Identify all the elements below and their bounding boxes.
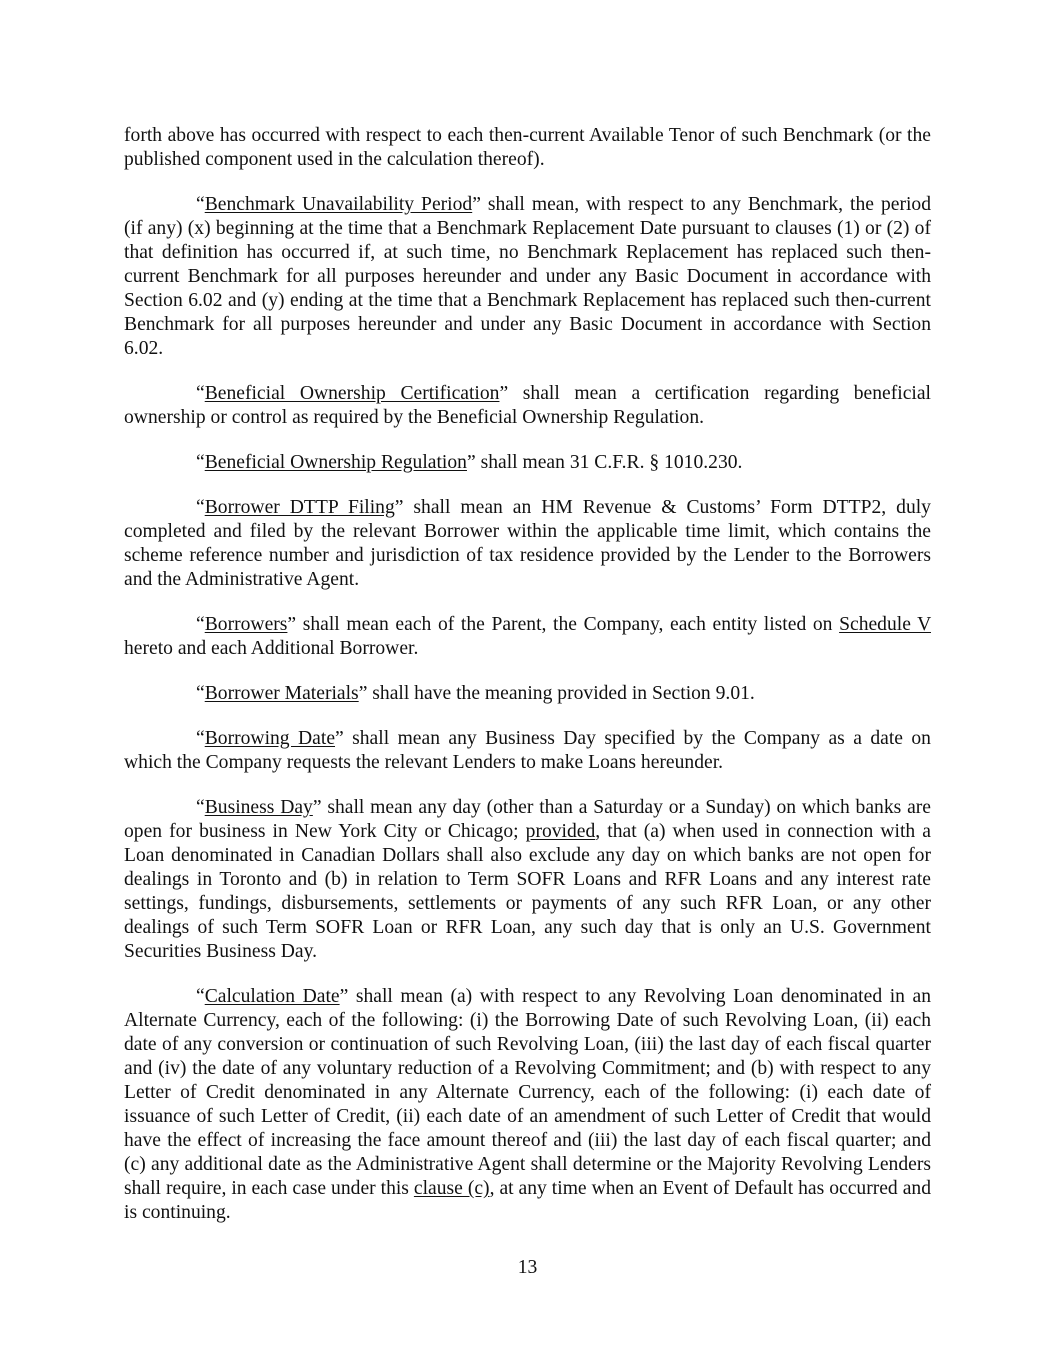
definition-borrowers <box>124 613 931 661</box>
defined-term: Borrowing Date <box>204 728 336 749</box>
definition-business-day <box>124 796 931 964</box>
text-run: , that (a) when used in connection with a Loan denominated in Canadian Dollars shall also exclude any day on which banks are not open for dealings in Toronto and (b) in relation to Term SOFR Loans and RFR Loans and any interest rate settings, fundings, disbursements, settlements or payments of any such RFR Loan, or any other dealings of such Term SOFR Loan or RFR Loan, any such day that is only an U.S. Government Securities Business Day. <box>124 821 931 962</box>
definition-calculation-date <box>124 985 931 1225</box>
text-run: ” shall mean any day (other than a Saturday or a Sunday) on which banks are open for business in New York City or Chicago; <box>124 797 931 842</box>
text-run: ” shall have the meaning provided in Section 9.01. <box>358 683 755 704</box>
defined-term: Beneficial Ownership Certification <box>204 383 500 404</box>
paragraph-continuation <box>124 124 931 172</box>
definition-beneficial-ownership-certification <box>124 382 931 430</box>
text-run: “ <box>196 986 205 1007</box>
text-run: hereto and each Additional Borrower. <box>124 638 419 659</box>
definition-borrowing-date <box>124 727 931 775</box>
definition-borrower-materials <box>124 682 931 706</box>
text-run: “ <box>196 797 205 818</box>
text-run: ” shall mean 31 C.F.R. § 1010.230. <box>466 452 743 473</box>
text-run: ” shall mean a certification regarding beneficial ownership or control as required by the Beneficial Ownership Regulation. <box>124 383 931 428</box>
text-run: “ <box>196 683 205 704</box>
defined-term: Calculation Date <box>204 986 340 1007</box>
defined-term: Borrower Materials <box>204 683 359 704</box>
text-run: ” shall mean each of the Parent, the Company, each entity listed on <box>287 614 840 635</box>
document-page <box>124 124 931 1246</box>
defined-term: clause (c) <box>413 1178 490 1199</box>
text-run: “ <box>196 497 205 518</box>
definition-borrower-dttp-filing <box>124 496 931 592</box>
defined-term: Borrowers <box>204 614 288 635</box>
defined-term: provided <box>525 821 596 842</box>
text-run: forth above has occurred with respect to each then-current Available Tenor of such Benchmark (or the published component used in the calculation thereof). <box>124 125 931 170</box>
text-run: “ <box>196 194 205 215</box>
definition-benchmark-unavailability-period <box>124 193 931 361</box>
text-run: “ <box>196 614 205 635</box>
text-run: , at any time when an Event of Default has occurred and is continuing. <box>124 1178 931 1223</box>
definition-beneficial-ownership-regulation <box>124 451 931 475</box>
text-run: “ <box>196 728 205 749</box>
page-number: 13 <box>517 1257 538 1278</box>
text-run: “ <box>196 452 205 473</box>
text-run: ” shall mean an HM Revenue & Customs’ Form DTTP2, duly completed and filed by the relevant Borrower within the applicable time limit, which contains the scheme reference number and jurisdiction of tax residence provided by the Lender to the Borrowers and the Administrative Agent. <box>124 497 931 590</box>
defined-term: Schedule V <box>839 614 931 635</box>
defined-term: Benchmark Unavailability Period <box>204 194 473 215</box>
text-run: ” shall mean (a) with respect to any Revolving Loan denominated in an Alternate Currency, each of the following: (i) the Borrowing Date of such Revolving Loan, (ii) each date of any conversion or continuation of such Revolving Loan, (iii) the last day of each fiscal quarter and (iv) the date of any voluntary reduction of a Revolving Commitment; and (b) with respect to any Letter of Credit denominated in any Alternate Currency, each of the following: (i) each date of issuance of such Letter of Credit, (ii) each date of an amendment of such Letter of Credit that would have the effect of increasing the face amount thereof and (iii) the last day of each fiscal quarter; and (c) any additional date as the Administrative Agent shall determine or the Majority Revolving Lenders shall require, in each case under this <box>124 986 931 1199</box>
defined-term: Business Day <box>204 797 313 818</box>
text-run: ” shall mean any Business Day specified by the Company as a date on which the Company requests the relevant Lenders to make Loans hereunder. <box>124 728 931 773</box>
defined-term: Beneficial Ownership Regulation <box>204 452 467 473</box>
defined-term: Borrower DTTP Filing <box>204 497 395 518</box>
text-run: “ <box>196 383 205 404</box>
text-run: ” shall mean, with respect to any Benchmark, the period (if any) (x) beginning at the time that a Benchmark Replacement Date pursuant to clauses (1) or (2) of that definition has occurred if, at such time, no Benchmark Replacement has replaced such then-current Benchmark for all purposes hereunder and under any Basic Document in accordance with Section 6.02 and (y) ending at the time that a Benchmark Replacement has replaced such then-current Benchmark for all purposes hereunder and under any Basic Document in accordance with Section 6.02. <box>124 194 932 359</box>
